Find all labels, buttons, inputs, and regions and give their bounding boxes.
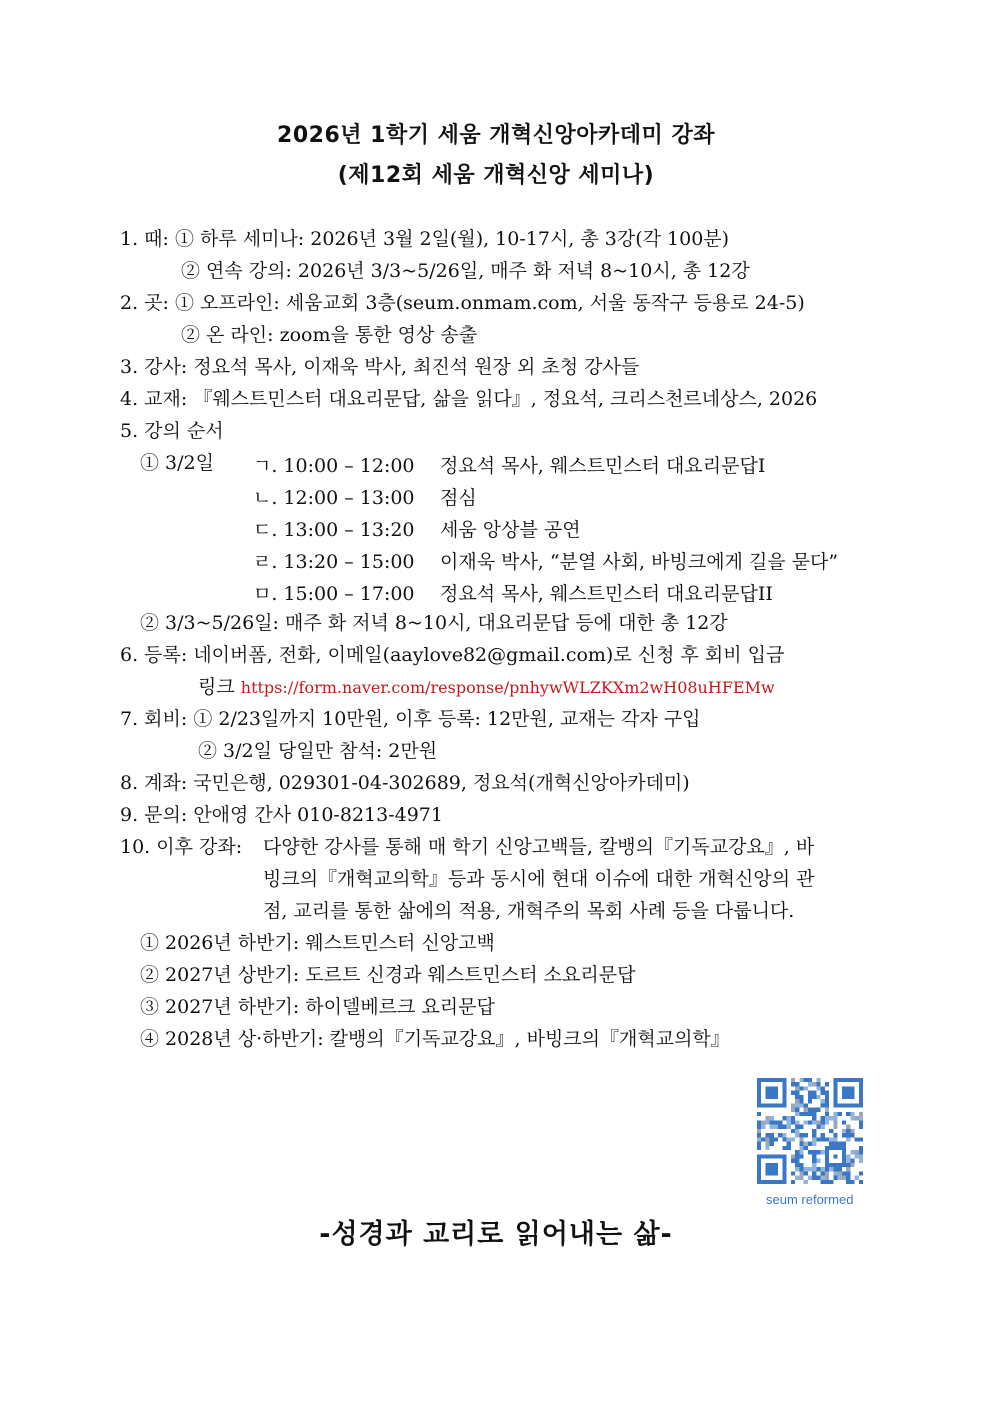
item-10-label: 10. 이후 강좌: (120, 836, 243, 858)
item-10-text-2: 빙크의『개혁교의학』등과 동시에 현대 이슈에 대한 개혁신앙의 관 (263, 868, 815, 890)
schedule-description: 점심 (440, 487, 477, 509)
document-subtitle: (제12회 세움 개혁신앙 세미나) (337, 163, 655, 188)
item-6-link-row (198, 675, 775, 700)
slogan: -성경과 교리로 읽어내는 삶- (319, 1219, 673, 1250)
schedule-time: ㄱ. 10:00 – 12:00 (253, 455, 415, 477)
schedule-description: 정요석 목사, 웨스트민스터 대요리문답II (440, 583, 773, 605)
item-9-contact: 9. 문의: 안애영 간사 010-8213-4971 (120, 804, 443, 826)
registration-link[interactable]: https://form.naver.com/response/pnhywWLZKXm2wH08uHFEMw (240, 678, 775, 697)
schedule-time: ㅁ. 15:00 – 17:00 (253, 583, 415, 605)
item-2-where-b: ② 온 라인: zoom을 통한 영상 송출 (181, 324, 478, 346)
item-1-when-a: 1. 때: ① 하루 세미나: 2026년 3월 2일(월), 10-17시, 총 3강(각 100분) (120, 228, 730, 250)
schedule-time: ㄹ. 13:20 – 15:00 (253, 551, 415, 573)
document-title: 2026년 1학기 세움 개혁신앙아카데미 강좌 (277, 123, 715, 148)
future-course-2: ② 2027년 상반기: 도르트 신경과 웨스트민스터 소요리문답 (140, 964, 636, 986)
future-course-3: ③ 2027년 하반기: 하이델베르크 요리문답 (140, 996, 495, 1018)
item-7-fee-b: ② 3/2일 당일만 참석: 2만원 (198, 740, 438, 762)
item-6-register: 6. 등록: 네이버폼, 전화, 이메일(aaylove82@gmail.com)로 신청 후 회비 입금 (120, 644, 785, 666)
future-course-4: ④ 2028년 상·하반기: 칼뱅의『기독교강요』, 바빙크의『개혁교의학』 (140, 1028, 730, 1050)
schedule-day-label: ① 3/2일 (140, 452, 214, 474)
item-7-fee-a: 7. 회비: ① 2/23일까지 10만원, 이후 등록: 12만원, 교재는 각자 구입 (120, 708, 701, 730)
schedule-description: 정요석 목사, 웨스트민스터 대요리문답I (440, 455, 766, 477)
item-4-textbook: 4. 교재: 『웨스트민스터 대요리문답, 삶을 읽다』, 정요석, 크리스천르네상스, 2026 (120, 388, 818, 410)
item-5-order: 5. 강의 순서 (120, 420, 224, 442)
future-course-1: ① 2026년 하반기: 웨스트민스터 신앙고백 (140, 932, 495, 954)
item-3-lecturers: 3. 강사: 정요석 목사, 이재욱 박사, 최진석 원장 외 초청 강사들 (120, 356, 640, 378)
item-1-when-b: ② 연속 강의: 2026년 3/3~5/26일, 매주 화 저녁 8~10시, 총 12강 (181, 260, 750, 282)
schedule-description: 세움 앙상블 공연 (440, 519, 581, 541)
schedule-description: 이재욱 박사, “분열 사회, 바빙크에게 길을 묻다” (440, 551, 839, 573)
qr-caption: seum reformed (766, 1192, 854, 1207)
item-8-account: 8. 계좌: 국민은행, 029301-04-302689, 정요석(개혁신앙아카데미) (120, 772, 690, 794)
link-label: 링크 (198, 676, 235, 698)
schedule-time: ㄷ. 13:00 – 13:20 (253, 519, 415, 541)
qr-code-icon[interactable] (757, 1078, 863, 1184)
item-10-text-1: 다양한 강사를 통해 매 학기 신앙고백들, 칼뱅의『기독교강요』, 바 (263, 836, 815, 858)
item-2-where-a: 2. 곳: ① 오프라인: 세움교회 3층(seum.onmam.com, 서울 동작구 등용로 24-5) (120, 292, 805, 314)
item-10-text-3: 점, 교리를 통한 삶에의 적용, 개혁주의 목회 사례 등을 다룹니다. (263, 900, 795, 922)
item-5-series: ② 3/3~5/26일: 매주 화 저녁 8~10시, 대요리문답 등에 대한 총 12강 (140, 612, 728, 634)
schedule-time: ㄴ. 12:00 – 13:00 (253, 487, 415, 509)
